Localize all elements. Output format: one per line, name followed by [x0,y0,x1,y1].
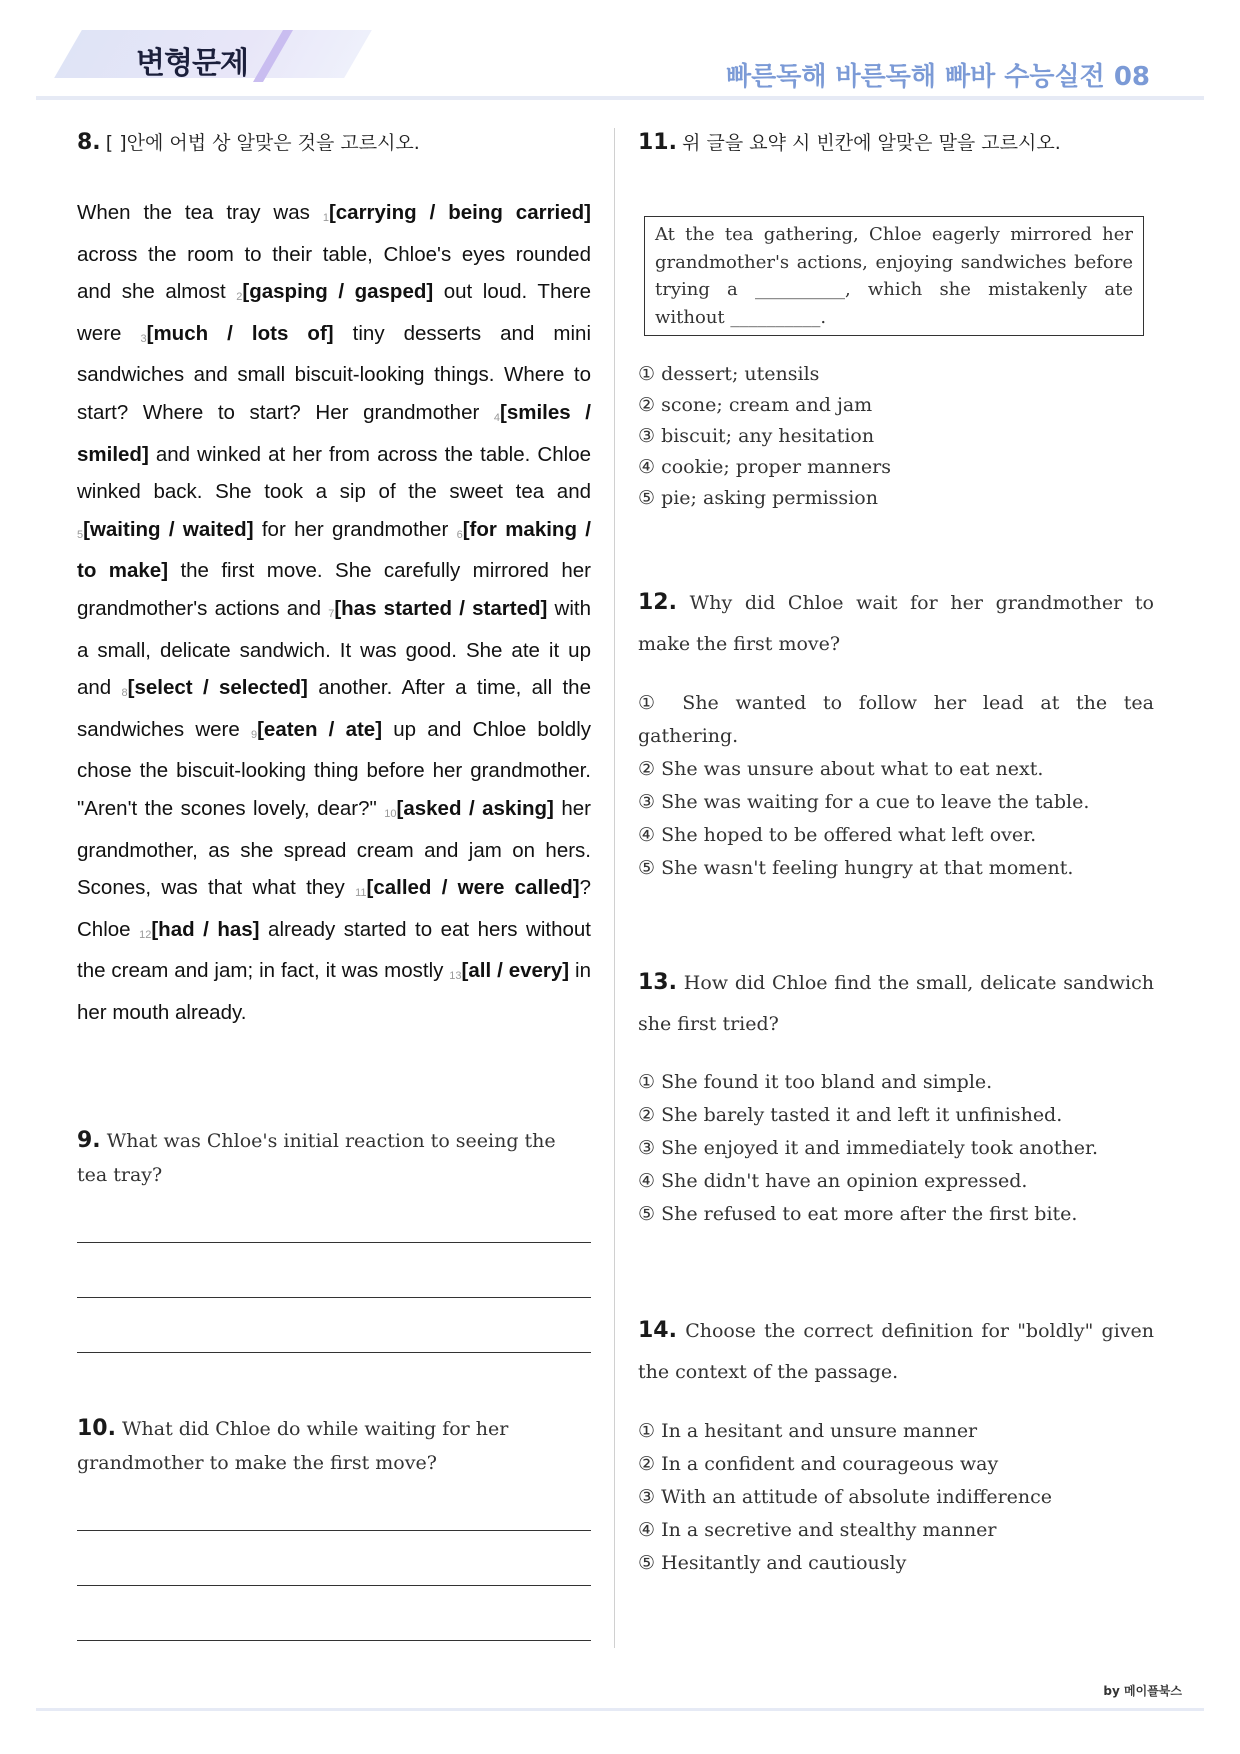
blank-2: [gasping / gasped] [242,280,434,304]
q12-options [638,687,1154,885]
blank-11: [called / were called] [366,876,580,900]
q10-text: What did Chloe do while waiting for her grandmother to make the first move? [77,1418,509,1474]
q13-number: 13. [638,970,677,995]
q12-option[interactable]: ② She was unsure about what to eat next. [638,758,1044,780]
blank-7: [has started / started] [334,596,548,620]
blank-9: [eaten / ate] [257,717,383,741]
q14-option[interactable]: ③ With an attitude of absolute indifference [638,1486,1053,1508]
q14-option[interactable]: ② In a confident and courageous way [638,1453,999,1475]
q12-number: 12. [638,590,677,615]
q8-number: 8. [77,130,101,155]
q11-number: 11. [638,130,677,155]
footer-by: by [1103,1684,1120,1698]
q13-text: How did Chloe find the small, delicate sandwich she first tried? [638,972,1154,1035]
q13-options [638,1066,1098,1231]
q11-option[interactable]: ④ cookie; proper manners [638,456,891,478]
q11-option[interactable]: ⑤ pie; asking permission [638,487,878,509]
header-divider [36,96,1204,100]
q12-text: Why did Chloe wait for her grandmother to make the first move? [638,592,1154,655]
q8-header [77,128,591,168]
q9-text: What was Chloe's initial reaction to seeing the tea tray? [77,1130,556,1186]
q13-option[interactable]: ① She found it too bland and simple. [638,1071,993,1093]
header-title: 빠른독해 바른독해 빠바 수능실전 08 [725,62,1150,92]
q13 [638,962,1154,1045]
blank-13: [all / every] [461,959,570,983]
q12-option[interactable]: ① She wanted to follow her lead at the tea gathering. [638,692,1154,747]
q14-options [638,1415,1052,1580]
q14 [638,1310,1154,1393]
q10-answer-line[interactable] [77,1585,591,1586]
q11-option[interactable]: ① dessert; utensils [638,363,820,385]
q11-option[interactable]: ② scone; cream and jam [638,394,873,416]
q14-text: Choose the correct definition for "boldly" given the context of the passage. [638,1320,1155,1383]
q9 [77,1124,591,1192]
q11-options [638,359,891,514]
q10-number: 10. [77,1416,116,1441]
q13-option[interactable]: ③ She enjoyed it and immediately took another. [638,1137,1098,1159]
q8-instruction: [ ]안에 어법 상 알맞은 것을 고르시오. [105,132,420,154]
column-divider [614,128,615,1648]
q11-header [638,128,1061,168]
blank-5: [waiting / waited] [83,517,254,541]
blank-10: [asked / asking] [396,796,554,820]
q14-option[interactable]: ④ In a secretive and stealthy manner [638,1519,997,1541]
q13-option[interactable]: ④ She didn't have an opinion expressed. [638,1170,1028,1192]
q12-option[interactable]: ③ She was waiting for a cue to leave the table. [638,791,1090,813]
blank-4: [smiles / smiled] [77,400,591,466]
reading-passage: When the tea tray was $_1$[carrying / being carried] across the room to their table, Chloe's eyes rounded and she almost $_2$[gasping / gasped] out loud. There were $_3$[much / lots of] tiny desserts and mini sandwiches and small biscuit-looking things. Where to start? Where to start? Her grandmother $_4$[smiles / smiled] and winked at her from across the table. Chloe winked back. She took a sip of the sweet tea and $_5$[waiting / waited] for her grandmother $_6$[for making / to make] the first move. She carefully mirrored her grandmother's actions and $_7$[has started / started] with a small, delicate sandwich. It was good. She ate it up and $_8$[select / selected] another. After a time, all the sandwiches were $_9$[eaten / ate] up and Chloe boldly chose the biscuit-looking thing before her grandmother. "Aren't the scones lovely, dear?" $_{10}$[asked / asking] her grandmother, as she spread cream and jam on hers. Scones, was that what they $_{11}$[called / were called]? Chloe $_{12}$[had / has] already started to eat hers without the cream and jam; in fact, it was mostly $_{13}$[all / every] in her mouth already. [77,201,592,1024]
footer-publisher: 메이플북스 [1124,1684,1182,1698]
blank-1: [carrying / being carried] [328,201,592,224]
blank-12: [had / has] [151,917,260,941]
q11-instruction: 위 글을 요약 시 빈칸에 알맞은 말을 고르시오. [682,132,1061,154]
q13-option[interactable]: ② She barely tasted it and left it unfinished. [638,1104,1063,1126]
q11-option[interactable]: ③ biscuit; any hesitation [638,425,875,447]
q9-number: 9. [77,1128,101,1153]
q14-option[interactable]: ① In a hesitant and unsure manner [638,1420,978,1442]
q12-option[interactable]: ④ She hoped to be offered what left over. [638,824,1037,846]
blank-8: [select / selected] [127,676,308,700]
q12-option[interactable]: ⑤ She wasn't feeling hungry at that moment. [638,857,1074,879]
q12 [638,582,1154,665]
header-tag: 변형문제 [136,46,248,81]
blank-6: [for making / to make] [77,517,591,583]
q10-answer-line[interactable] [77,1530,591,1531]
footer-divider [36,1708,1204,1711]
blank-3: [much / lots of] [146,321,334,345]
q9-answer-line[interactable] [77,1242,591,1243]
q11-summary-box: At the tea gathering, Chloe eagerly mirrored her grandmother's actions, enjoying sandwiches before trying a __________, which she mistakenly ate without __________. [644,216,1144,336]
q9-answer-line[interactable] [77,1352,591,1353]
q10 [77,1412,591,1480]
q9-answer-line[interactable] [77,1297,591,1298]
q10-answer-line[interactable] [77,1640,591,1641]
footer-credit [1103,1682,1182,1699]
left-column [77,128,592,1474]
q14-number: 14. [638,1318,677,1343]
q14-option[interactable]: ⑤ Hesitantly and cautiously [638,1552,907,1574]
q13-option[interactable]: ⑤ She refused to eat more after the first bite. [638,1203,1078,1225]
